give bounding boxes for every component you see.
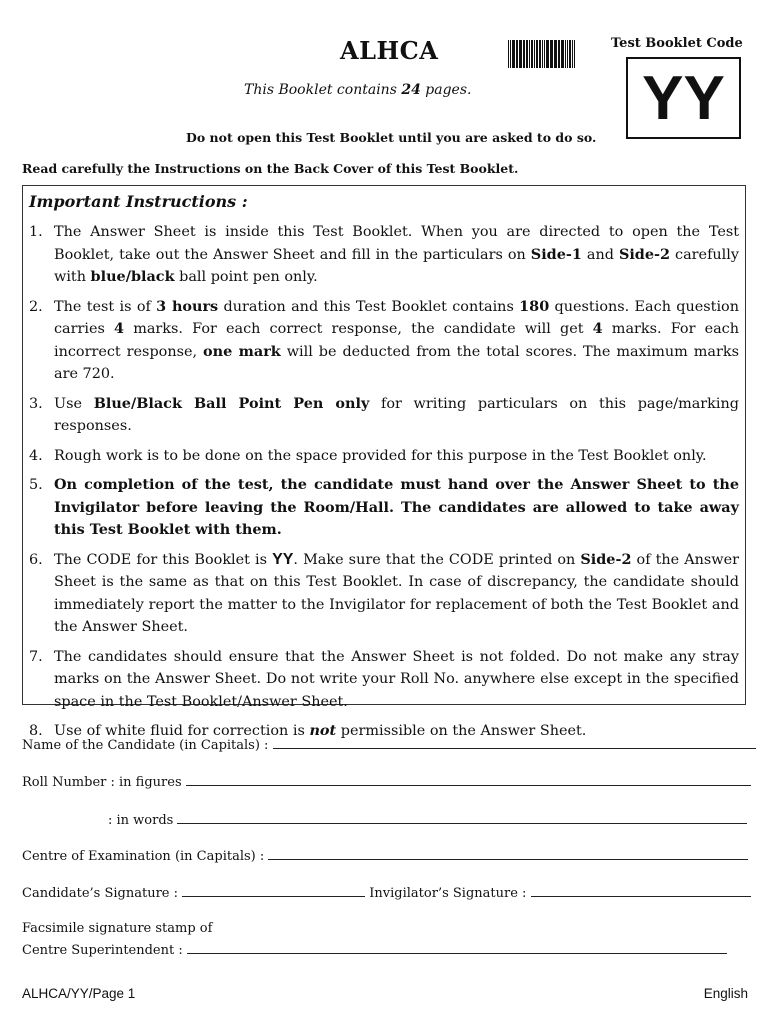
instruction-item <box>29 646 739 714</box>
instruction-text: On completion of the test, the candidate must hand over the Answer Sheet to the Invigilator before leaving the Room/Hall. The candidates are allowed to take away this Test Booklet with them. <box>54 476 739 538</box>
signatures-field <box>22 886 751 901</box>
instruction-text: Use <box>54 395 94 412</box>
invigilator-signature-line[interactable] <box>531 895 751 897</box>
barcode-bar <box>563 40 564 68</box>
superintendent-label: Centre Superintendent : <box>22 943 183 958</box>
instruction-text: not <box>309 722 337 739</box>
read-instructions-notice: Read carefully the Instructions on the Back Cover of this Test Booklet. <box>22 161 519 176</box>
instruction-text: duration and this Test Booklet contains <box>218 298 520 315</box>
centre-label: Centre of Examination (in Capitals) : <box>22 849 265 864</box>
instruction-text: marks. For each incorrect response, <box>54 321 740 360</box>
instruction-item <box>29 445 739 468</box>
page-count: 24 <box>401 82 421 98</box>
roll-figures-line[interactable] <box>186 784 751 786</box>
invigilator-signature-label: Invigilator’s Signature : <box>369 886 527 901</box>
instruction-number: 4. <box>29 447 43 464</box>
barcode-bar <box>536 40 538 68</box>
barcode-bar <box>567 40 568 68</box>
instruction-text: The CODE for this Booklet is <box>54 551 273 568</box>
barcode-bar <box>552 40 553 68</box>
instruction-item <box>29 549 739 639</box>
barcode-bar <box>526 40 527 68</box>
instruction-text: Side-1 <box>530 245 582 263</box>
roll-words-field <box>108 813 747 828</box>
instruction-text: ball point pen only. <box>174 269 318 285</box>
barcode-bar <box>513 40 515 68</box>
instruction-text: Blue/Black Ball Point Pen only <box>93 394 370 412</box>
booklet-code: YY <box>642 63 725 133</box>
barcode-bar <box>559 40 560 68</box>
page-count-suffix: pages. <box>425 82 472 98</box>
barcode-bar <box>555 40 556 68</box>
instruction-text: The test is of <box>54 298 157 315</box>
barcode-bar <box>547 40 549 68</box>
instructions-heading: Important Instructions : <box>29 192 248 211</box>
instruction-text: 4 <box>114 320 125 337</box>
barcode <box>508 40 576 68</box>
booklet-code-label: Test Booklet Code <box>611 36 743 51</box>
candidate-name-line[interactable] <box>273 747 756 749</box>
barcode-bar <box>574 40 575 68</box>
instruction-text: will be deducted from the total scores. The maximum marks are 720. <box>54 343 739 382</box>
barcode-bar <box>540 40 541 68</box>
instruction-text: The Answer Sheet is inside this Test Booklet. When you are directed to open the Test Booklet, take out the Answer Sheet and fill in the particulars on <box>54 224 739 263</box>
instruction-text: YY <box>272 550 294 568</box>
instruction-text: The candidates should ensure that the Answer Sheet is not folded. Do not make any stray marks on the Answer Sheet. Do not write your Roll No. anywhere else except in the specified space in the Test Booklet/Answer Sheet. <box>54 648 739 710</box>
instruction-number: 1. <box>29 224 43 240</box>
instructions-box <box>22 185 746 739</box>
superintendent-line[interactable] <box>187 952 727 954</box>
instruction-text: one mark <box>203 342 281 360</box>
instruction-text: blue/black <box>90 268 175 285</box>
instruction-text: for writing particulars on this page/marking responses. <box>54 395 739 434</box>
roll-words-label: : in words <box>108 813 174 828</box>
instruction-text: and <box>581 246 619 263</box>
instruction-text: Use of white fluid for correction is <box>54 723 310 739</box>
instruction-number: 6. <box>29 551 43 568</box>
instructions-list <box>29 221 739 750</box>
centre-line[interactable] <box>268 858 748 860</box>
barcode-bar <box>521 40 522 68</box>
instruction-text: permissible on the Answer Sheet. <box>336 723 587 739</box>
candidate-name-field <box>22 738 756 753</box>
page-count-prefix: This Booklet contains <box>244 82 397 98</box>
instruction-text: Side-2 <box>618 245 671 263</box>
barcode-bar <box>529 40 530 68</box>
roll-words-line[interactable] <box>177 822 747 824</box>
instruction-text: 4 <box>592 320 603 337</box>
instruction-text: . Make sure that the CODE printed on <box>293 551 581 568</box>
instruction-text: 3 hours <box>156 297 219 315</box>
candidate-signature-line[interactable] <box>182 895 365 897</box>
roll-figures-field <box>22 775 751 790</box>
instruction-text: questions. Each question carries <box>54 298 739 337</box>
barcode-bar <box>517 40 518 68</box>
instruction-text: 180 <box>519 297 550 315</box>
footer-page-label: ALHCA/YY/Page 1 <box>22 986 136 1001</box>
barcode-bar <box>570 40 571 68</box>
instruction-item <box>29 393 739 438</box>
centre-field <box>22 849 748 864</box>
instruction-number: 8. <box>29 723 43 739</box>
instruction-item <box>29 221 739 289</box>
do-not-open-notice: Do not open this Test Booklet until you are asked to do so. <box>186 130 597 145</box>
instruction-text: of the Answer Sheet is the same as that on this Test Booklet. In case of discrepancy, the candidate should immediately report the matter to the Invigilator for replacement of both the Test Booklet and the Answer Sheet. <box>54 551 739 635</box>
instruction-number: 7. <box>29 648 43 665</box>
roll-figures-label: Roll Number : in figures <box>22 775 182 790</box>
facsimile-stamp-label-1: Facsimile signature stamp of <box>22 921 213 936</box>
instruction-item <box>29 474 739 542</box>
page-count-line <box>244 82 471 98</box>
instruction-text: Rough work is to be done on the space provided for this purpose in the Test Booklet only. <box>54 447 707 464</box>
instruction-text: Side-2 <box>580 550 632 568</box>
barcode-bar <box>532 40 533 68</box>
instruction-item <box>29 296 739 386</box>
booklet-title: ALHCA <box>340 36 439 65</box>
barcode-bar <box>544 40 545 68</box>
instruction-number: 5. <box>29 477 43 493</box>
candidate-name-label: Name of the Candidate (in Capitals) : <box>22 738 269 753</box>
instruction-text: carefully with <box>54 246 739 285</box>
footer-language: English <box>703 986 748 1001</box>
instruction-text: marks. For each correct response, the candidate will get <box>124 321 593 337</box>
booklet-code-box <box>626 57 741 139</box>
superintendent-field <box>22 943 727 958</box>
candidate-signature-label: Candidate’s Signature : <box>22 886 178 901</box>
instruction-number: 3. <box>29 395 43 412</box>
instruction-number: 2. <box>29 298 43 315</box>
barcode-bar <box>510 40 511 68</box>
